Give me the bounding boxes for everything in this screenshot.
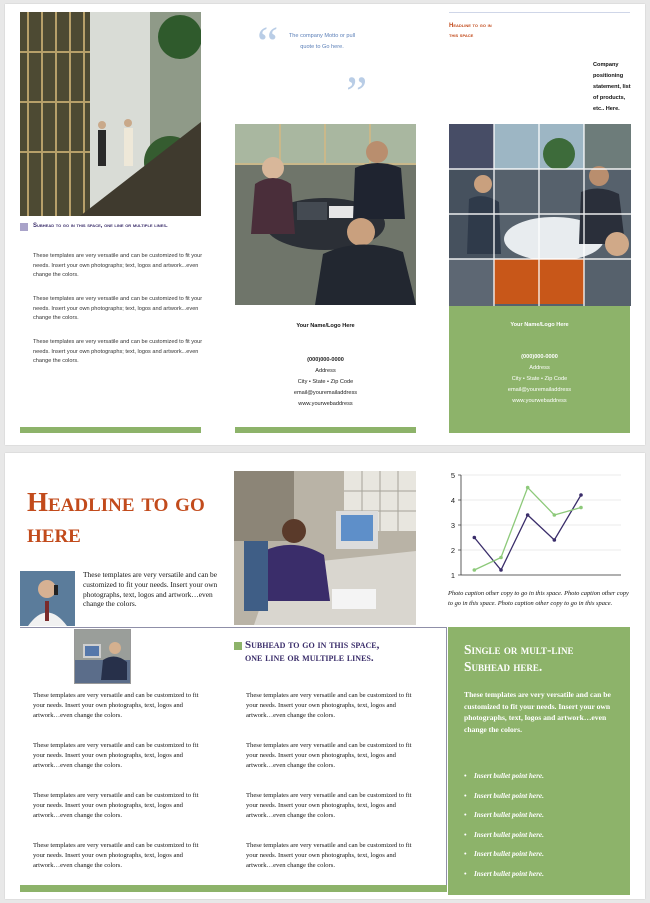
- sidebar-bullet-list: [464, 767, 624, 885]
- photo-woman-at-desk: [74, 629, 131, 684]
- main-headline: Headline to go here: [27, 487, 205, 548]
- close-quote-icon: ”: [346, 67, 368, 120]
- content-frame-right: [446, 627, 447, 885]
- sidebar-bullet: • Insert bullet point here.: [464, 826, 624, 846]
- chart-y-tick-label: 5: [450, 471, 455, 480]
- col1-paragraph-1: These templates are very versatile and can be customized to fit your needs. Insert your own photographs, text, logos and artwork…even change the colors.: [33, 692, 199, 719]
- photo-office-stairwell: [20, 12, 201, 216]
- middle-contact-city: City • State • Zip Code: [297, 379, 354, 385]
- right-contact-block: [449, 352, 630, 407]
- chart-point-series-1: [473, 536, 477, 540]
- left-subhead: Subhead to go in this space, one line or multiple lines.: [33, 223, 168, 229]
- chart-point-series-1: [553, 538, 557, 542]
- chart-y-tick-label: 1: [450, 571, 455, 580]
- bottom-green-rule: [20, 885, 447, 892]
- sidebar-bullet: • Insert bullet point here.: [464, 865, 624, 885]
- chart-point-series-1: [579, 493, 583, 497]
- positioning-statement: Company positioning statement, list of products, etc.. Here.: [593, 62, 631, 112]
- chart-y-tick-label: 2: [450, 546, 455, 555]
- middle-contact-name: Your Name/Logo Here: [296, 323, 355, 329]
- right-headline: Headline to go in this space: [449, 23, 492, 39]
- chart-y-tick-label: 4: [450, 496, 455, 505]
- chart-point-series-1: [499, 568, 503, 572]
- sidebar-bullet: • Insert bullet point here.: [464, 787, 624, 807]
- chart-y-tick-label: 3: [450, 521, 455, 530]
- right-contact-phone: (000)000-0000: [521, 354, 558, 360]
- right-contact-city: City • State • Zip Code: [511, 376, 568, 382]
- content-frame-top: [20, 627, 447, 628]
- right-contact-web: www.yourwebaddress: [512, 398, 567, 404]
- middle-contact-block: [235, 355, 416, 410]
- middle-contact-address: Address: [315, 368, 336, 374]
- photo-man-at-computer: [234, 471, 416, 625]
- sidebar-bullet: • Insert bullet point here.: [464, 845, 624, 865]
- col1-paragraph-2: These templates are very versatile and can be customized to fit your needs. Insert your own photographs, text, logos and artwork…even change the colors.: [33, 742, 199, 769]
- chart-point-series-2: [553, 513, 557, 517]
- left-green-rule: [20, 427, 201, 433]
- right-contact-name: Your Name/Logo Here: [510, 322, 569, 328]
- left-paragraph-2: These templates are very versatile and can be customized to fit your needs. Insert your own photographs; text, logos and artwork...even change the colors.: [33, 296, 203, 322]
- chart-series-line-1: [474, 495, 581, 570]
- col2-paragraph-3: These templates are very versatile and can be customized to fit your needs. Insert your own photographs, text, logos and artwork…even change the colors.: [246, 792, 412, 819]
- photo-caption: Photo caption other copy to go in this space. Photo caption other copy to go in this space. Photo caption other copy to go in this space.: [448, 590, 629, 607]
- col2-paragraph-2: These templates are very versatile and can be customized to fit your needs. Insert your own photographs, text, logos and artwork…even change the colors.: [246, 742, 412, 769]
- chart-point-series-2: [473, 568, 477, 572]
- middle-contact-web: www.yourwebaddress: [298, 401, 353, 407]
- middle-green-rule: [235, 427, 416, 433]
- green-sidebar: [448, 627, 630, 895]
- sidebar-body: These templates are very versatile and can be customized to fit your needs. Insert your own photographs, text, logos and artwork…even change the colors.: [464, 690, 611, 734]
- brochure-page-inside: [5, 453, 645, 899]
- brochure-page-outside: [5, 4, 645, 445]
- sidebar-heading: Single or mult-line Subhead here.: [464, 642, 574, 674]
- col1-paragraph-4: These templates are very versatile and can be customized to fit your needs. Insert your own photographs, text, logos and artwork…even change the colors.: [33, 842, 199, 869]
- photo-business-meeting: [235, 124, 416, 305]
- sidebar-bullet: • Insert bullet point here.: [464, 806, 624, 826]
- chart-point-series-2: [499, 556, 503, 560]
- left-paragraph-3: These templates are very versatile and can be customized to fit your needs. Insert your own photographs; text, logos and artwork...even change the colors.: [33, 339, 203, 365]
- middle-contact-phone: (000)000-0000: [307, 357, 344, 363]
- col2-paragraph-4: These templates are very versatile and can be customized to fit your needs. Insert your own photographs, text, logos and artwork…even change the colors.: [246, 842, 412, 869]
- top-divider: [449, 12, 630, 13]
- line-chart-svg: [435, 471, 625, 593]
- right-contact-email: email@youremailaddress: [507, 387, 572, 393]
- chart-point-series-2: [579, 506, 583, 510]
- sidebar-bullet: • Insert bullet point here.: [464, 767, 624, 787]
- left-paragraph-1: These templates are very versatile and can be customized to fit your needs. Insert your own photographs; text, logos and artwork...even change the colors.: [33, 253, 203, 279]
- right-green-contact-panel: [449, 306, 630, 433]
- col2-paragraph-1: These templates are very versatile and can be customized to fit your needs. Insert your own photographs, text, logos and artwork…even change the colors.: [246, 692, 412, 719]
- right-contact-address: Address: [529, 365, 550, 371]
- subhead-marker-2: [234, 642, 242, 650]
- chart-point-series-1: [526, 513, 530, 517]
- chart-point-series-2: [526, 486, 530, 490]
- intro-paragraph: These templates are very versatile and can be customized to fit your needs. Insert your own photographs, text, logos and artwork…even change the colors.: [83, 570, 218, 609]
- middle-contact-email: email@youremailaddress: [293, 390, 358, 396]
- col2-subhead: Subhead to go in this space, one line or multiple lines.: [245, 639, 380, 664]
- photo-mosaic-meeting: [449, 124, 631, 306]
- open-quote-icon: “: [257, 17, 279, 70]
- subhead-marker: [20, 223, 28, 231]
- line-chart: [435, 471, 625, 593]
- motto-quote: The company Motto or pull quote to Go here.: [288, 33, 356, 50]
- photo-man-on-phone: [20, 571, 75, 626]
- col1-paragraph-3: These templates are very versatile and can be customized to fit your needs. Insert your own photographs, text, logos and artwork…even change the colors.: [33, 792, 199, 819]
